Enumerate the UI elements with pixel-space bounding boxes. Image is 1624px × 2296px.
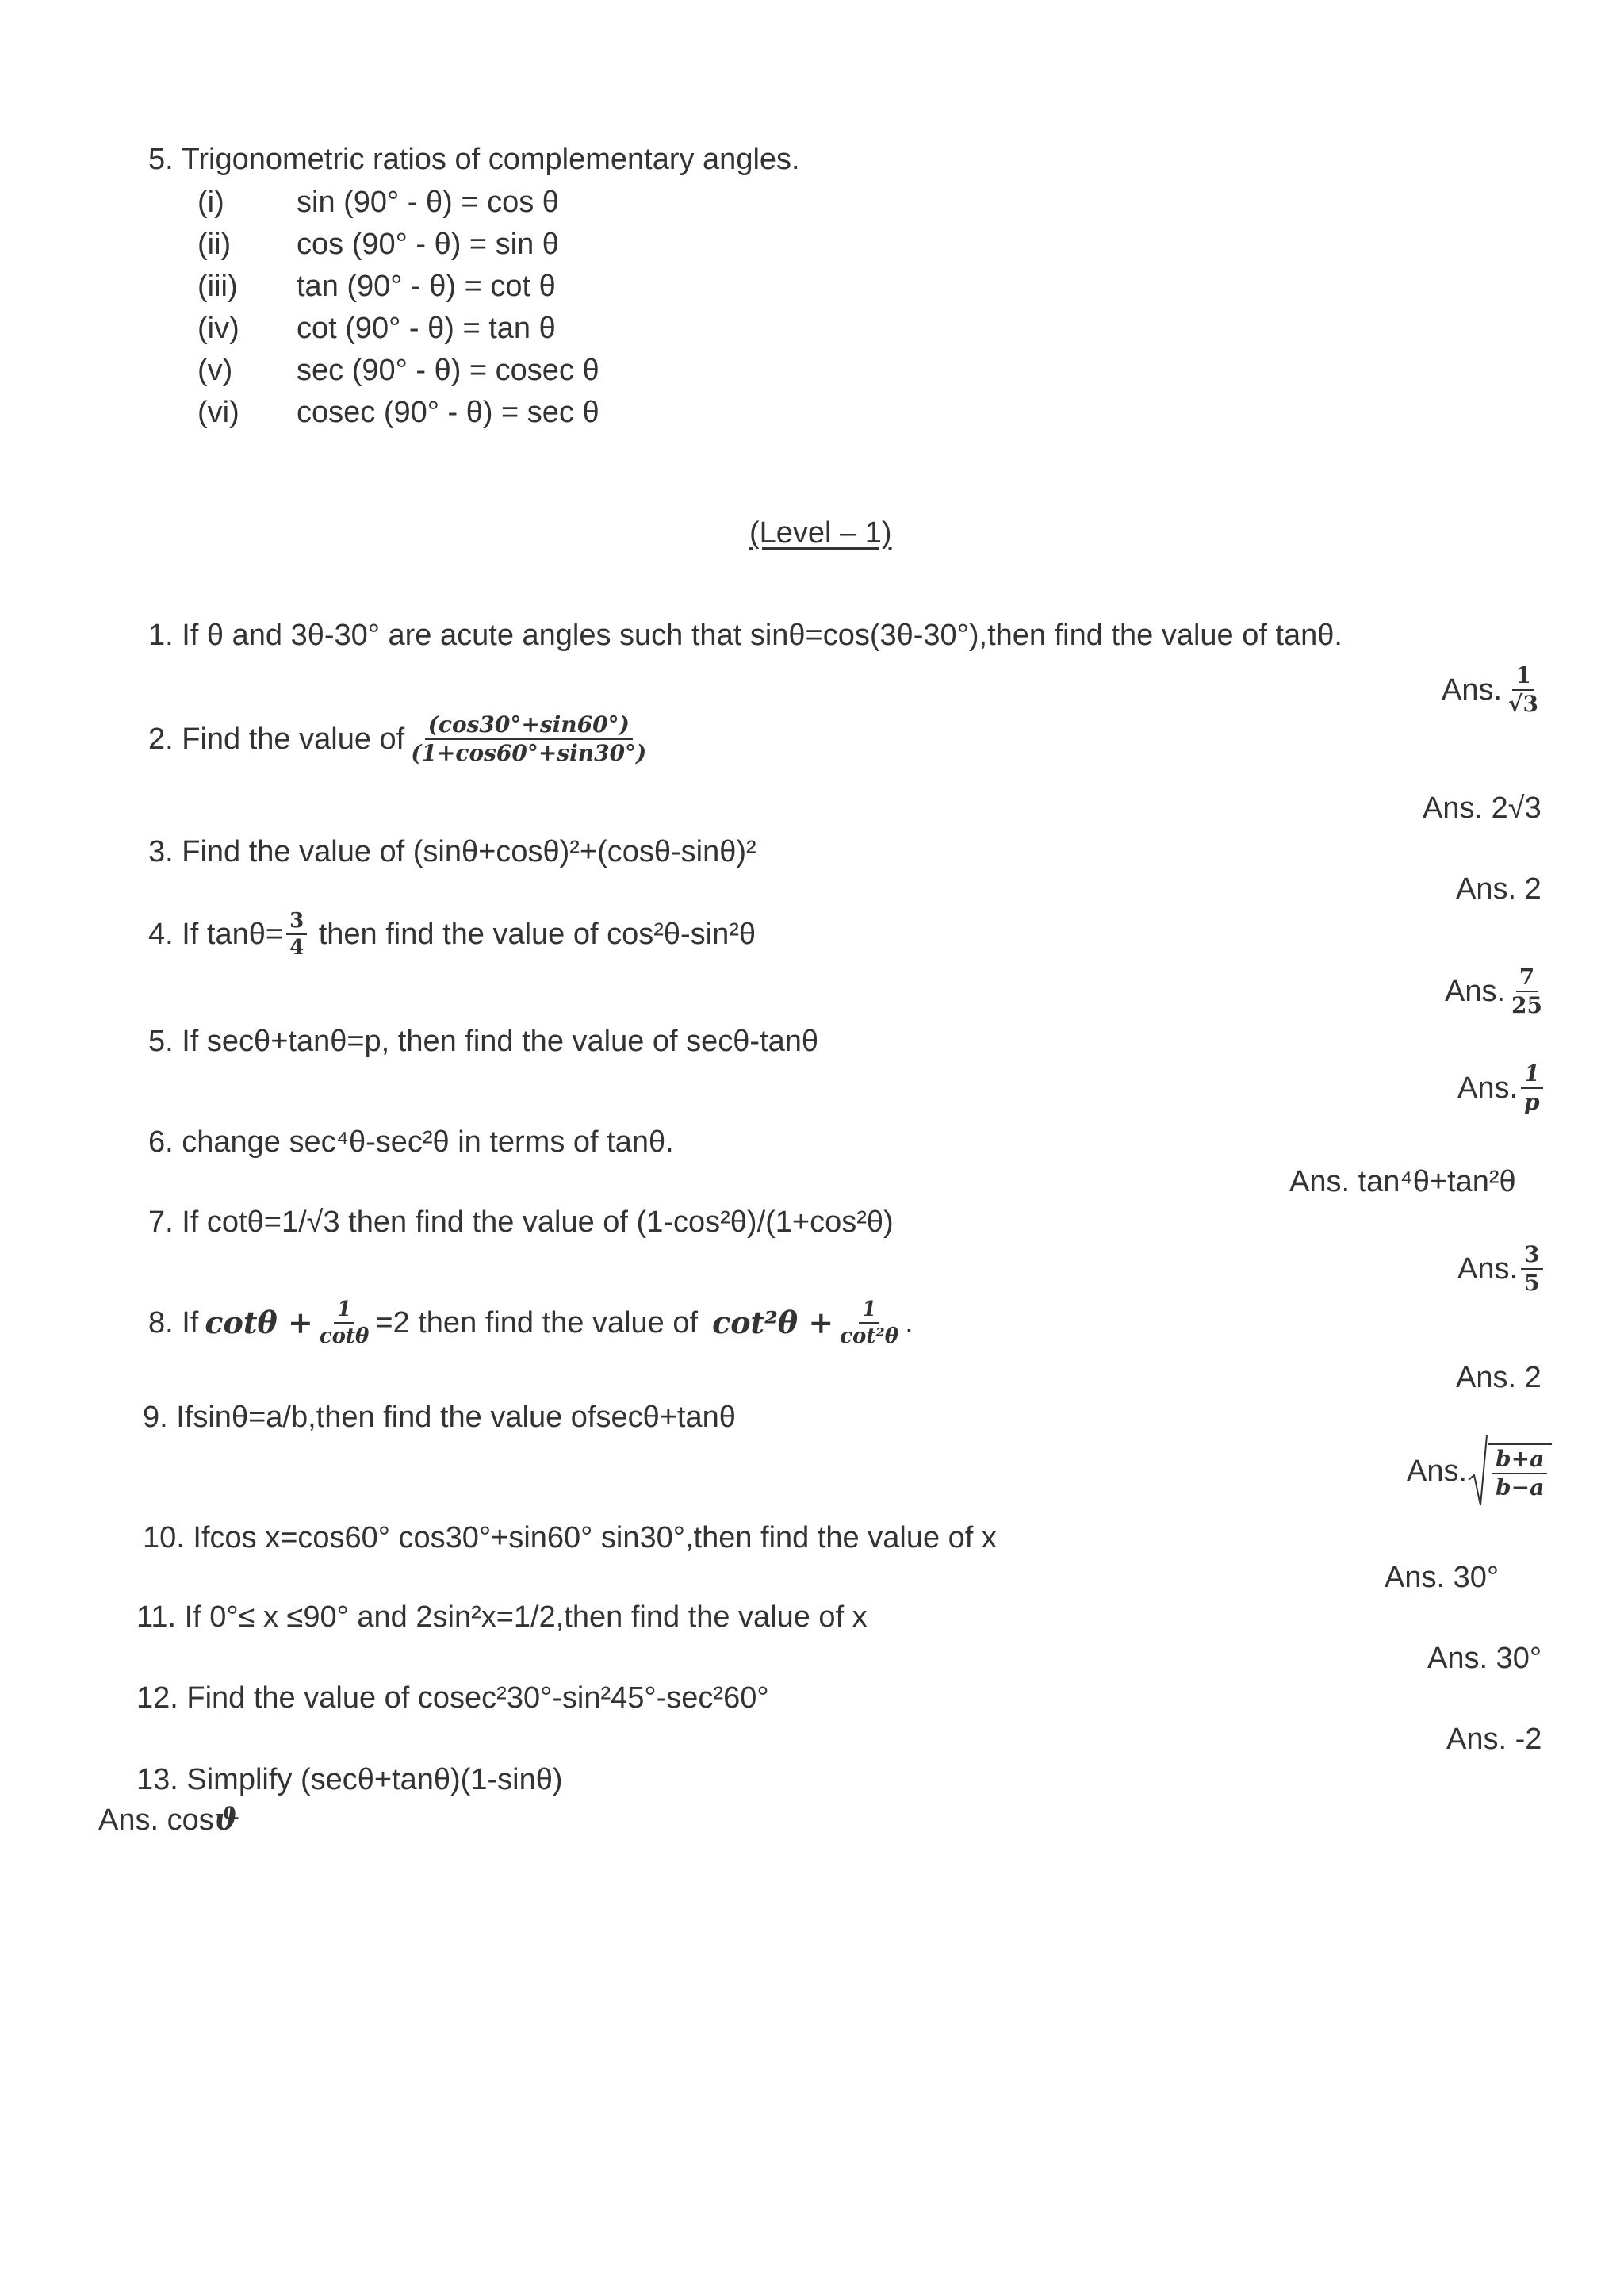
answer-prefix: Ans. (1457, 1252, 1519, 1286)
answer-2: Ans. 2√3 (1423, 792, 1542, 825)
answer-8: Ans. 2 (1456, 1361, 1542, 1394)
question-8 (148, 1299, 914, 1347)
item-number: (iii) (197, 270, 238, 303)
question-11: 11. If 0°≤ x ≤90° and 2sin²x=1/2,then find the value of x (136, 1600, 868, 1634)
question-5: 5. If secθ+tanθ=p, then find the value of secθ-tanθ (148, 1025, 819, 1058)
question-text-before: 4. If tanθ= (148, 918, 284, 951)
question-4 (148, 910, 756, 958)
identity-text: sec (90° - θ) = cosec θ (297, 354, 599, 387)
question-7: 7. If cotθ=1/√3 then find the value of (1-cos²θ)/(1+cos²θ) (148, 1205, 894, 1239)
question-fraction (837, 1299, 902, 1347)
fraction-denominator: b−a (1496, 1474, 1545, 1501)
fraction-numerator: 1 (1521, 1063, 1542, 1089)
item-number: (i) (197, 186, 224, 219)
question-3: 3. Find the value of (sinθ+cosθ)²+(cosθ-sinθ)² (148, 835, 756, 868)
answer-fraction (1508, 966, 1545, 1017)
math-expression: cotθ + (205, 1305, 313, 1340)
question-prefix: 8. If (148, 1306, 199, 1340)
level-heading: (Level – 1) (749, 516, 892, 550)
answer-10: Ans. 30° (1385, 1561, 1500, 1594)
answer-prefix: Ans. (1445, 975, 1506, 1008)
fraction-numerator: 1 (334, 1299, 354, 1324)
answer-fraction (1505, 662, 1542, 717)
identity-text: cot (90° - θ) = tan θ (297, 312, 556, 345)
question-text: 2. Find the value of (148, 723, 405, 756)
answer-1 (1442, 662, 1545, 717)
answer-9 (1407, 1434, 1552, 1508)
answer-fraction (1521, 1060, 1543, 1115)
fraction-numerator: b+a (1492, 1448, 1547, 1474)
fraction-denominator: (1+cos60°+sin30°) (411, 740, 647, 766)
answer-5 (1457, 1060, 1546, 1115)
fraction-denominator: cot²θ (840, 1324, 899, 1348)
question-fraction (316, 1299, 373, 1347)
section-5-title: 5. Trigonometric ratios of complementary angles. (148, 143, 800, 176)
item-number: (ii) (197, 228, 232, 261)
radical-sign-icon (1467, 1434, 1488, 1508)
question-fraction (286, 910, 307, 958)
identity-text: cosec (90° - θ) = sec θ (297, 396, 599, 429)
fraction-denominator: 25 (1511, 992, 1543, 1018)
answer-4 (1445, 966, 1549, 1017)
fraction-denominator: p (1524, 1089, 1540, 1115)
radicand (1488, 1443, 1552, 1499)
fraction-numerator: 7 (1516, 966, 1538, 992)
answer-6: Ans. tan⁴θ+tan²θ (1289, 1165, 1516, 1198)
answer-prefix: Ans. (1457, 1071, 1519, 1105)
question-12: 12. Find the value of cosec²30°-sin²45°-sec²60° (136, 1681, 769, 1715)
item-number: (iv) (197, 312, 239, 345)
fraction-numerator: 1 (859, 1299, 879, 1324)
fraction-denominator: cotθ (319, 1324, 370, 1348)
item-number: (vi) (197, 396, 239, 429)
answer-prefix: Ans. (1442, 673, 1503, 707)
fraction-numerator: 1 (1512, 665, 1534, 691)
fraction-denominator: 4 (289, 936, 304, 960)
answer-13 (98, 1801, 239, 1837)
question-fraction (408, 711, 649, 766)
answer-prefix: Ans. (1407, 1455, 1468, 1488)
question-text-after: then find the value of cos²θ-sin²θ (310, 918, 756, 951)
question-suffix: . (905, 1306, 914, 1340)
fraction-numerator: 3 (286, 910, 307, 935)
fraction-numerator: (cos30°+sin60°) (425, 714, 633, 740)
identity-text: sin (90° - θ) = cos θ (297, 186, 559, 219)
answer-fraction (1521, 1241, 1542, 1296)
square-root (1467, 1434, 1552, 1508)
question-13: 13. Simplify (secθ+tanθ)(1-sinθ) (136, 1763, 563, 1796)
answer-12: Ans. -2 (1446, 1723, 1542, 1756)
answer-fraction (1492, 1448, 1547, 1499)
fraction-denominator: √3 (1508, 691, 1538, 717)
fraction-numerator: 3 (1521, 1244, 1542, 1270)
answer-3: Ans. 2 (1456, 872, 1542, 906)
identity-text: cos (90° - θ) = sin θ (297, 228, 559, 261)
answer-11: Ans. 30° (1427, 1642, 1542, 1675)
answer-prefix: Ans. cos (98, 1803, 214, 1837)
fraction-denominator: 5 (1524, 1270, 1540, 1296)
item-number: (v) (197, 354, 233, 387)
answer-7 (1457, 1241, 1546, 1296)
question-6: 6. change sec⁴θ-sec²θ in terms of tanθ. (148, 1125, 674, 1159)
theta-symbol: ϑ (213, 1801, 239, 1837)
identity-text: tan (90° - θ) = cot θ (297, 270, 556, 303)
question-9: 9. Ifsinθ=a/b,then find the value ofsecθ+tanθ (143, 1401, 736, 1434)
question-text: =2 then find the value of (375, 1306, 699, 1340)
math-expression: cot²θ + (712, 1305, 834, 1340)
question-10: 10. Ifcos x=cos60° cos30°+sin60° sin30°,then find the value of x (143, 1521, 997, 1554)
question-2 (148, 711, 653, 766)
question-1: 1. If θ and 3θ-30° are acute angles such that sinθ=cos(3θ-30°),then find the value of tanθ. (148, 619, 1342, 652)
